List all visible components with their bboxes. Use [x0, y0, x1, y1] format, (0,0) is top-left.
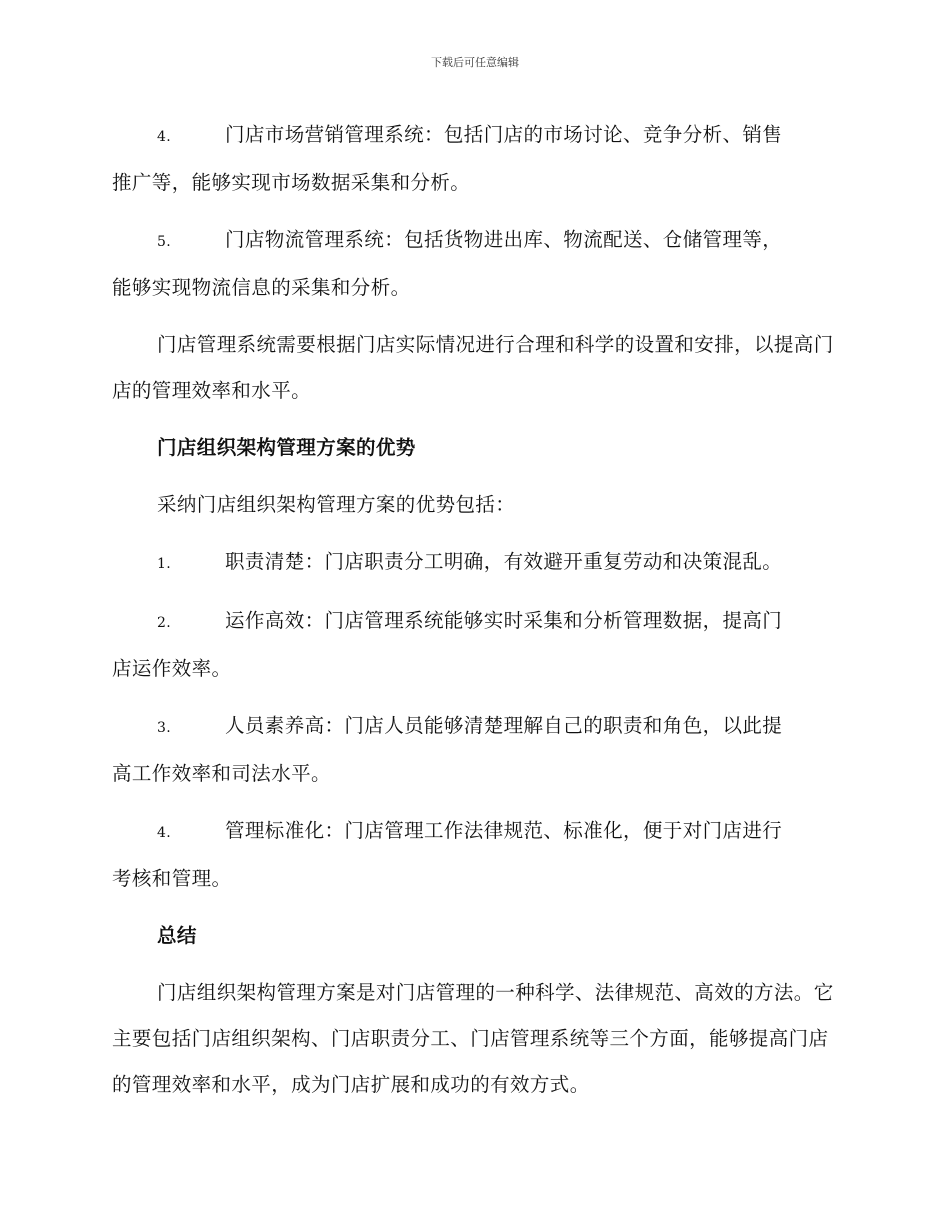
document-body — [112, 112, 834, 1119]
list-item-line-1 — [112, 703, 834, 751]
advantages-intro: 采纳门店组织架构管理方案的优势包括： — [157, 493, 516, 516]
list-item-line-2: 高工作效率和司法水平。 — [112, 762, 331, 785]
list-item-line-2: 能够实现物流信息的采集和分析。 — [112, 276, 411, 299]
list-item-text: 管理标准化：门店管理工作法律规范、标准化，便于对门店进行 — [225, 819, 783, 842]
list-item-number: 3. — [157, 720, 172, 736]
list-item — [112, 539, 834, 587]
list-item — [112, 112, 834, 206]
closing-paragraph: 门店管理系统需要根据门店实际情况进行合理和科学的设置和安排，以提高门店的管理效率和水平。 — [112, 333, 834, 402]
list-item-text: 运作高效：门店管理系统能够实时采集和分析管理数据，提高门 — [225, 609, 783, 632]
list-item-line-2: 考核和管理。 — [112, 867, 232, 890]
section-heading-advantages: 门店组织架构管理方案的优势 — [157, 436, 416, 459]
list-item-line-2: 店运作效率。 — [112, 657, 232, 680]
list-item — [112, 217, 834, 311]
list-item-number: 5. — [157, 234, 172, 250]
summary-paragraph: 门店组织架构管理方案是对门店管理的一种科学、法律规范、高效的方法。它主要包括门店组织架构、门店职责分工、门店管理系统等三个方面，能够提高门店的管理效率和水平，成为门店扩展和成功的有效方式。 — [112, 981, 834, 1096]
list-item-text: 门店市场营销管理系统：包括门店的市场讨论、竞争分析、销售 — [225, 123, 783, 146]
list-item-text: 职责清楚：门店职责分工明确，有效避开重复劳动和决策混乱。 — [225, 550, 783, 573]
list-item-line-1 — [112, 598, 834, 646]
list-item-line-1 — [112, 539, 834, 587]
list-item-line-1 — [112, 112, 834, 160]
list-item-line-2: 推广等，能够实现市场数据采集和分析。 — [112, 171, 471, 194]
section-heading-summary: 总结 — [157, 924, 197, 947]
list-item-number: 2. — [157, 615, 172, 631]
list-item-number: 4. — [157, 129, 172, 145]
list-item — [112, 598, 834, 692]
list-item-text: 门店物流管理系统：包括货物进出库、物流配送、仓储管理等， — [225, 228, 783, 251]
list-item-line-1 — [112, 808, 834, 856]
list-item — [112, 703, 834, 797]
list-item-number: 4. — [157, 825, 172, 841]
list-item — [112, 808, 834, 902]
page-header: 下载后可任意编辑 — [431, 56, 519, 69]
list-item-number: 1. — [157, 556, 172, 572]
list-item-line-1 — [112, 217, 834, 265]
list-item-text: 人员素养高：门店人员能够清楚理解自己的职责和角色，以此提 — [225, 714, 783, 737]
